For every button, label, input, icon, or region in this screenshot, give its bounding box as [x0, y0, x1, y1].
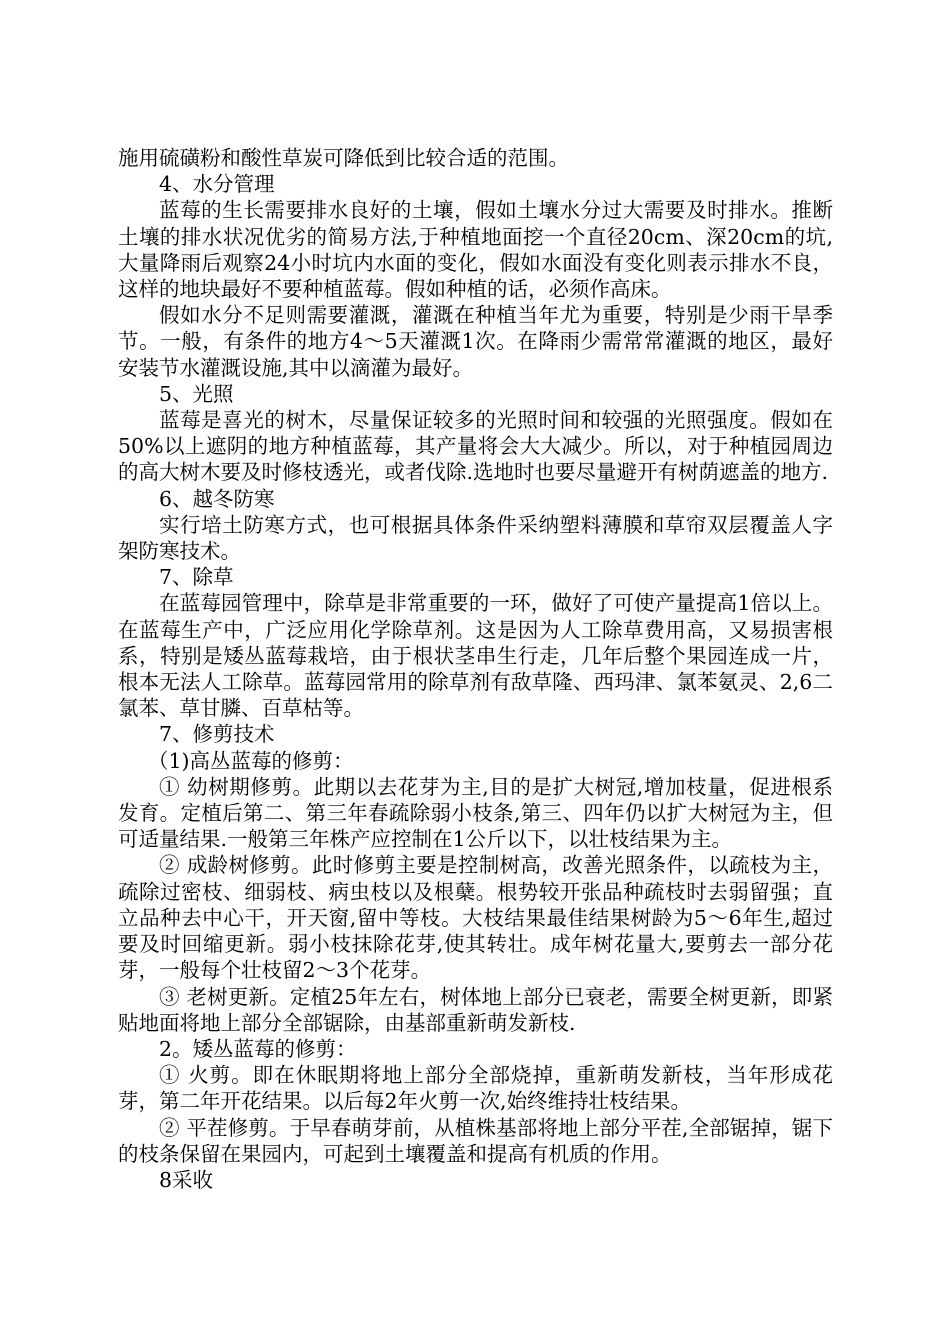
heading-weeding: 7、除草: [159, 565, 234, 590]
paragraph-irrigation: 假如水分不足则需要灌溉，灌溉在种植当年尤为重要，特别是少雨干旱季节。一般，有条件的地方4～5天灌溉1次。在降雨少需常常灌溉的地区，最好安装节水灌溉设施,其中以滴灌为最好。: [118, 303, 833, 380]
paragraph-fire-pruning: ① 火剪。即在休眠期将地上部分全部烧掉，重新萌发新枝，当年形成花芽，第二年开花结果。以后每2年火剪一次,始终维持壮枝结果。: [118, 1063, 833, 1114]
paragraph-mature-tree-pruning: ② 成龄树修剪。此时修剪主要是控制树高，改善光照条件，以疏枝为主，疏除过密枝、细弱枝、病虫枝以及根蘖。根势较开张品种疏枝时去弱留强；直立品种去中心干，开天窗,留中等枝。大枝结果最佳结果树龄为5～6年生,超过要及时回缩更新。弱小枝抹除花芽,使其转壮。成年树花量大,要剪去一部分花芽，一般每个壮枝留2～3个花芽。: [118, 853, 833, 983]
paragraph-mowing-pruning: ② 平茬修剪。于早春萌芽前，从植株基部将地上部分平茬,全部锯掉，锯下的枝条保留在果园内，可起到土壤覆盖和提高有机质的作用。: [118, 1115, 833, 1166]
heading-water-management: 4、水分管理: [159, 172, 275, 197]
paragraph-young-tree-pruning: ① 幼树期修剪。此期以去花芽为主,目的是扩大树冠,增加枝量，促进根系发育。定植后第二、第三年春疏除弱小枝条,第三、四年仍以扩大树冠为主，但可适量结果.一般第三年株产应控制在1公斤以下，以壮枝结果为主。: [118, 774, 833, 852]
heading-winter-protection: 6、越冬防寒: [159, 486, 275, 511]
paragraph-winter-protection: 实行培土防寒方式，也可根据具体条件采纳塑料薄膜和草帘双层覆盖人字架防寒技术。: [118, 512, 833, 564]
document-body: [118, 145, 833, 1193]
paragraph-soil-ph: 施用硫磺粉和酸性草炭可降低到比较合适的范围。: [118, 146, 569, 170]
paragraph-old-tree-renewal: ③ 老树更新。定植25年左右，树体地上部分已衰老，需要全树更新，即紧贴地面将地上部分全部锯除，由基部重新萌发新枝.: [118, 984, 833, 1035]
heading-harvest: 8采收: [159, 1167, 214, 1192]
subheading-highbush-pruning: （1)高丛蓝莓的修剪：: [148, 748, 354, 773]
paragraph-light: 蓝莓是喜光的树木，尽量保证较多的光照时间和较强的光照强度。假如在50%以上遮阴的地方种植蓝莓，其产量将会大大减少。所以，对于种植园周边的高大树木要及时修枝透光，或者伐除.选地时也要尽量避开有树荫遮盖的地方.: [118, 408, 833, 485]
heading-light: 5、光照: [159, 381, 234, 406]
paragraph-weeding: 在蓝莓园管理中，除草是非常重要的一环，做好了可使产量提高1倍以上。在蓝莓生产中，广泛应用化学除草剂。这是因为人工除草费用高，又易损害根系，特别是矮丛蓝莓栽培，由于根状茎串生行走，几年后整个果园连成一片，根本无法人工除草。蓝莓园常用的除草剂有敌草隆、西玛津、氯苯氨灵、2,6二氯苯、草甘膦、百草枯等。: [118, 591, 833, 721]
subheading-lowbush-pruning: 2。矮丛蓝莓的修剪：: [159, 1036, 357, 1061]
paragraph-drainage: 蓝莓的生长需要排水良好的土壤，假如土壤水分过大需要及时排水。推断土壤的排水状况优劣的简易方法,于种植地面挖一个直径20cm、深20cm的坑,大量降雨后观察24小时坑内水面的变化，假如水面没有变化则表示排水不良，这样的地块最好不要种植蓝莓。假如种植的话，必须作高床。: [118, 198, 833, 302]
heading-pruning: 7、修剪技术: [159, 722, 275, 747]
